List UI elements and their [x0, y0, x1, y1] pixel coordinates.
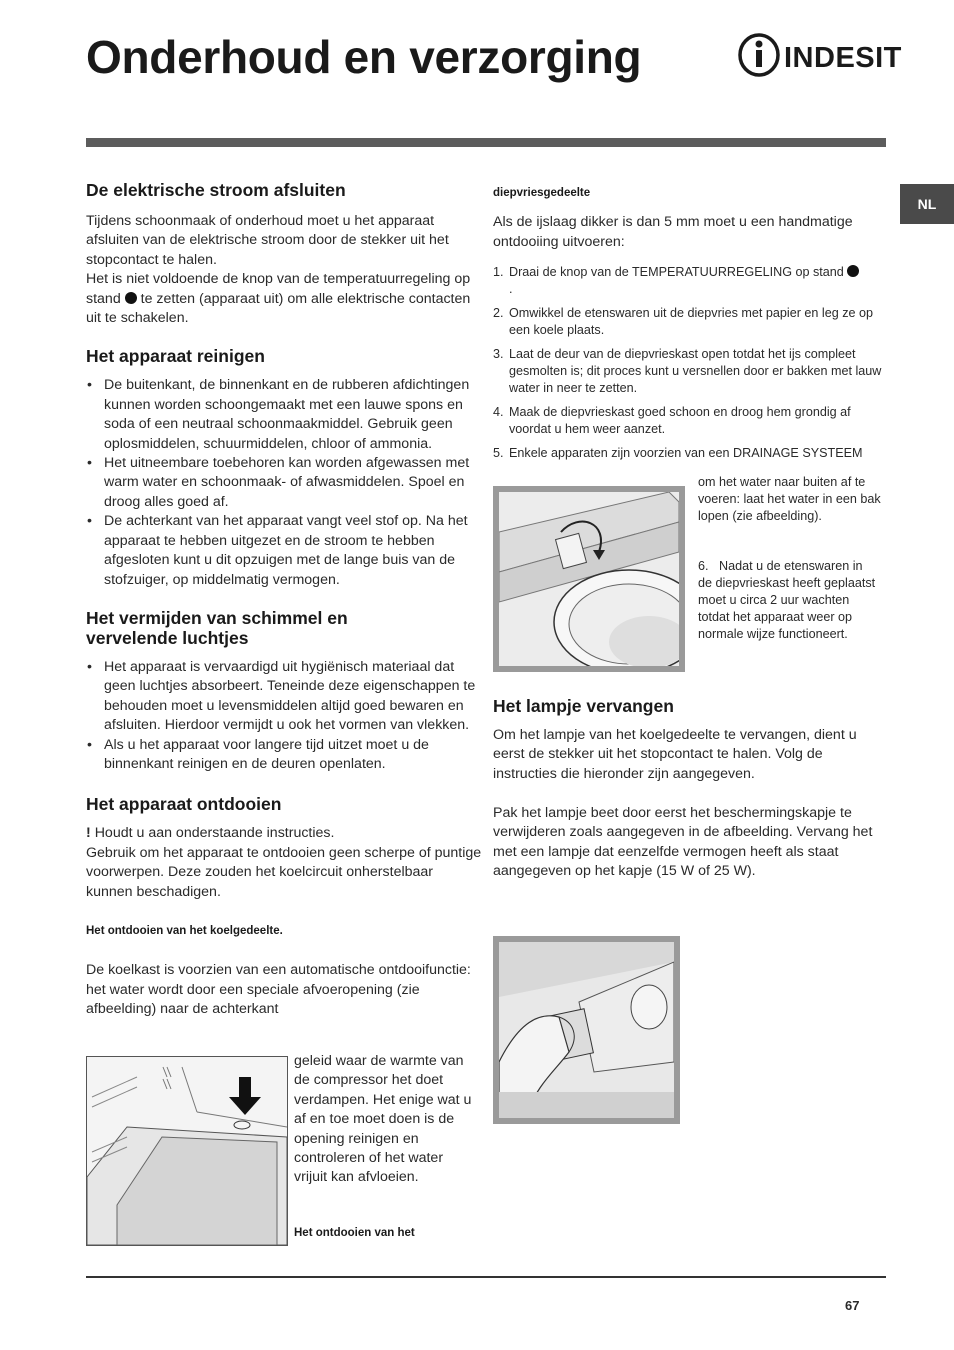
mold-list — [86, 658, 482, 774]
page-number: 67 — [845, 1298, 860, 1313]
defrost-paragraph: Gebruik om het apparaat te ontdooien geen scherpe of puntige voorwerpen. Deze zouden het koelcircuit onherstelbaar kunnen beschadigen. — [86, 844, 482, 900]
step-item: 3. Laat de deur van de diepvrieskast open totdat het ijs compleet gesmolten is; dit proces kunt u versnellen door er bakken met lauw water in neer te zetten. — [493, 347, 882, 396]
section-heading-defrost: Het apparaat ontdooien — [86, 794, 282, 815]
right-column — [493, 180, 888, 462]
lamp-paragraph-1: Om het lampje van het koelgedeelte te vervangen, dient u eerst de stekker uit het stopcontact te halen. Volg de instructies die hieronder zijn aangegeven. — [493, 727, 857, 782]
list-item: • Het apparaat is vervaardigd uit hygiënisch materiaal dat geen luchtjes absorbeert. Teneinde deze eigenschappen te behouden moet u levensmiddelen altijd goed bewaren en afsluiten. Hierdoor vermijdt u ook het vormen van vlekken. — [86, 658, 482, 736]
fridge-defrost-continued: geleid waar de warmte van de compressor het doet verdampen. Het enige wat u af en toe moet doen is de opening reinigen en controleren of het water vrijuit kan afvloeien. — [294, 1053, 472, 1186]
step-item: 5. Enkele apparaten zijn voorzien van een DRAINAGE SYSTEEM — [493, 446, 863, 461]
page-title: Onderhoud en verzorging — [86, 31, 642, 83]
sub-heading-freezer: diepvriesgedeelte — [493, 187, 591, 199]
freezer-intro: Als de ijslaag dikker is dan 5 mm moet u een handmatige ontdooiing uitvoeren: — [493, 214, 853, 250]
drainage-illustration — [493, 486, 685, 672]
footer-rule — [86, 1276, 886, 1278]
list-item: • Als u het apparaat voor langere tijd uitzet moet u de binnenkant reinigen en de deuren openlaten. — [86, 736, 482, 775]
section-heading-cleaning: Het apparaat reinigen — [86, 346, 265, 367]
power-paragraph-1: Tijdens schoonmaak of onderhoud moet u het apparaat afsluiten van de elektrische stroom door de stekker uit het stopcontact te halen. — [86, 213, 449, 268]
off-position-icon — [125, 292, 137, 304]
list-item: • De buitenkant, de binnenkant en de rubberen afdichtingen kunnen worden schoongemaakt met een lauwe spons en soda of een neutraal schoonmaakmiddel. Gebruik geen oplosmiddelen, schuurmiddelen, chloor of ammonia. — [86, 376, 482, 454]
drain-opening-illustration — [86, 1056, 288, 1246]
defrost-warning: ! Houdt u aan onderstaande instructies. — [86, 825, 335, 842]
off-position-icon — [847, 265, 859, 277]
section-heading-mold: Het vermijden van schimmel en vervelende luchtjes — [86, 607, 348, 648]
warning-icon: ! — [86, 825, 91, 842]
list-item: • Het uitneembare toebehoren kan worden afgewassen met warm water en schoonmaak- of afwasmiddelen. Spoel en droog alles goed af. — [86, 454, 482, 512]
section-heading-lamp: Het lampje vervangen — [493, 696, 674, 716]
indesit-logo — [738, 32, 903, 78]
header-rule — [86, 138, 886, 147]
sub-heading-freezer-defrost: Het ontdooien van het — [294, 1227, 415, 1239]
list-item: • De achterkant van het apparaat vangt veel stof op. Na het apparaat te hebben uitgezet en de stroom te hebben afgesloten kunt u dit opzuigen met de lange buis van de stofzuiger, op middelmatig vermogen. — [86, 512, 482, 590]
left-column — [86, 180, 482, 1020]
defrost-steps — [493, 264, 888, 462]
brand-name: INDESIT — [784, 42, 902, 74]
step-item: 1. Draai de knop van de TEMPERATUURREGELING op stand . — [493, 264, 888, 298]
lamp-replacement-illustration — [493, 936, 680, 1124]
language-tab: NL — [900, 184, 954, 224]
step-6: 6. Nadat u de etenswaren in de diepvrieskast heeft geplaatst moet u circa 2 uur wachten totdat het apparaat weer op normale wijze functioneert. — [698, 559, 876, 641]
lamp-paragraph-2: Pak het lampje beet door eerst het beschermingskapje te verwijderen zoals aangegeven in de afbeelding. Vervang het met een lampje dat eenzelfde vermogen heeft als staat aangegeven op het kapje (15 W of 25 W). — [493, 805, 873, 880]
step-5-continued: om het water naar buiten af te voeren: laat het water in een bak lopen (zie afbeelding). — [698, 475, 881, 523]
fridge-defrost-paragraph: De koelkast is voorzien van een automatische ontdooifunctie: het water wordt door een speciale afvoeropening (zie afbeelding) naar de achterkant — [86, 962, 471, 1018]
cleaning-list — [86, 376, 482, 589]
step-item: 2. Omwikkel de etenswaren uit de diepvries met papier en leg ze op een koele plaats. — [493, 306, 874, 338]
step-item: 4. Maak de diepvrieskast goed schoon en droog hem grondig af voordat u hem weer aanzet. — [493, 405, 851, 437]
section-heading-power: De elektrische stroom afsluiten — [86, 180, 346, 200]
power-paragraph-2: Het is niet voldoende de knop van de temperatuurregeling op stand te zetten (apparaat uit) om alle elektrische contacten uit te schakelen. — [86, 271, 471, 327]
sub-heading-fridge-defrost: Het ontdooien van het koelgedeelte. — [86, 924, 283, 937]
